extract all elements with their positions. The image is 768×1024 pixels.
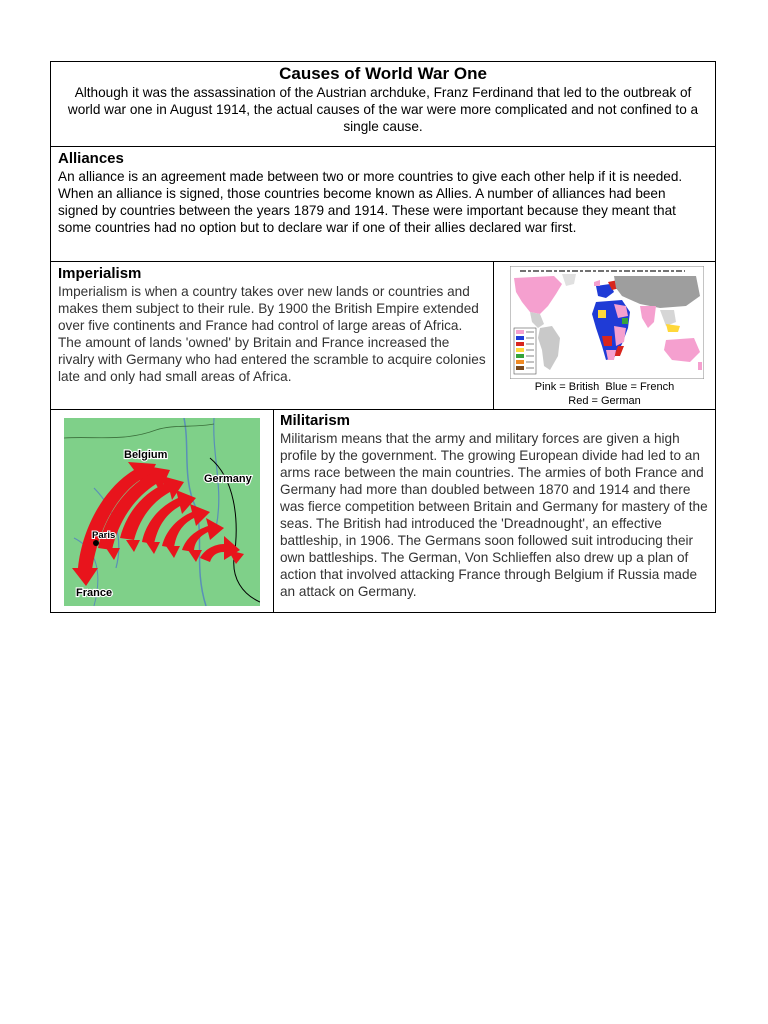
label-paris: Paris — [92, 530, 116, 541]
imperialism-text: Imperialism is when a country takes over new lands or countries and makes them subject to their rule. By 1900 the British Empire extended over five continents and France had control of large areas of Africa. The amount of lands 'owned' by Britain and France increased the rivalry with Germany who had entered the scramble to acquire colonies late and only had small areas of Africa. — [58, 284, 486, 384]
militarism-text-cell — [273, 410, 715, 613]
alliances-text: An alliance is an agreement made between two or more countries to give each other help if it is needed. When an alliance is signed, those countries become known as Allies. A number of alliances had been signed by countries between the years 1879 and 1914. These were important because they meant that some countries had no option but to declare war if one of their allies declared war first. — [58, 169, 683, 235]
map-caption — [494, 380, 715, 408]
alliances-section — [51, 146, 715, 261]
imperialism-text-cell — [51, 262, 494, 409]
caption-line-2: Red = German — [568, 395, 641, 407]
imperialism-heading: Imperialism — [58, 265, 142, 282]
alliances-heading: Alliances — [58, 150, 124, 167]
imperialism-section — [51, 261, 715, 409]
worksheet-table — [50, 61, 716, 613]
label-germany: Germany — [204, 473, 252, 485]
intro-section — [51, 62, 715, 146]
intro-text: Although it was the assassination of the Austrian archduke, Franz Ferdinand that led to the outbreak of world war one in August 1914, the actual causes of the war were more complicated and not confined to a single cause. — [67, 85, 699, 134]
colonial-empires-map — [510, 266, 704, 379]
imperialism-map-cell — [494, 262, 715, 409]
militarism-heading: Militarism — [280, 412, 351, 429]
page-title: Causes of World War One — [279, 64, 487, 83]
militarism-section — [51, 409, 715, 613]
schlieffen-plan-map — [64, 418, 260, 606]
militarism-map-cell — [51, 410, 274, 613]
label-france: France — [76, 587, 113, 599]
label-belgium: Belgium — [124, 449, 168, 461]
caption-line-1: Pink = British Blue = French — [534, 381, 675, 393]
militarism-text: Militarism means that the army and military forces are given a high profile by the government. The growing European divide had led to an arms race between the main countries. The armies of both France and Germany had more than doubled between 1870 and 1914 and there was fierce competition between Britain and Germany for mastery of the seas. The British had introduced the 'Dreadnought', an effective battleship, in 1906. The Germans soon followed suit introducing their own battleships. The German, Von Schlieffen also drew up a plan of action that involved attacking France through Belgium if Russia made an attack on Germany. — [280, 431, 708, 599]
